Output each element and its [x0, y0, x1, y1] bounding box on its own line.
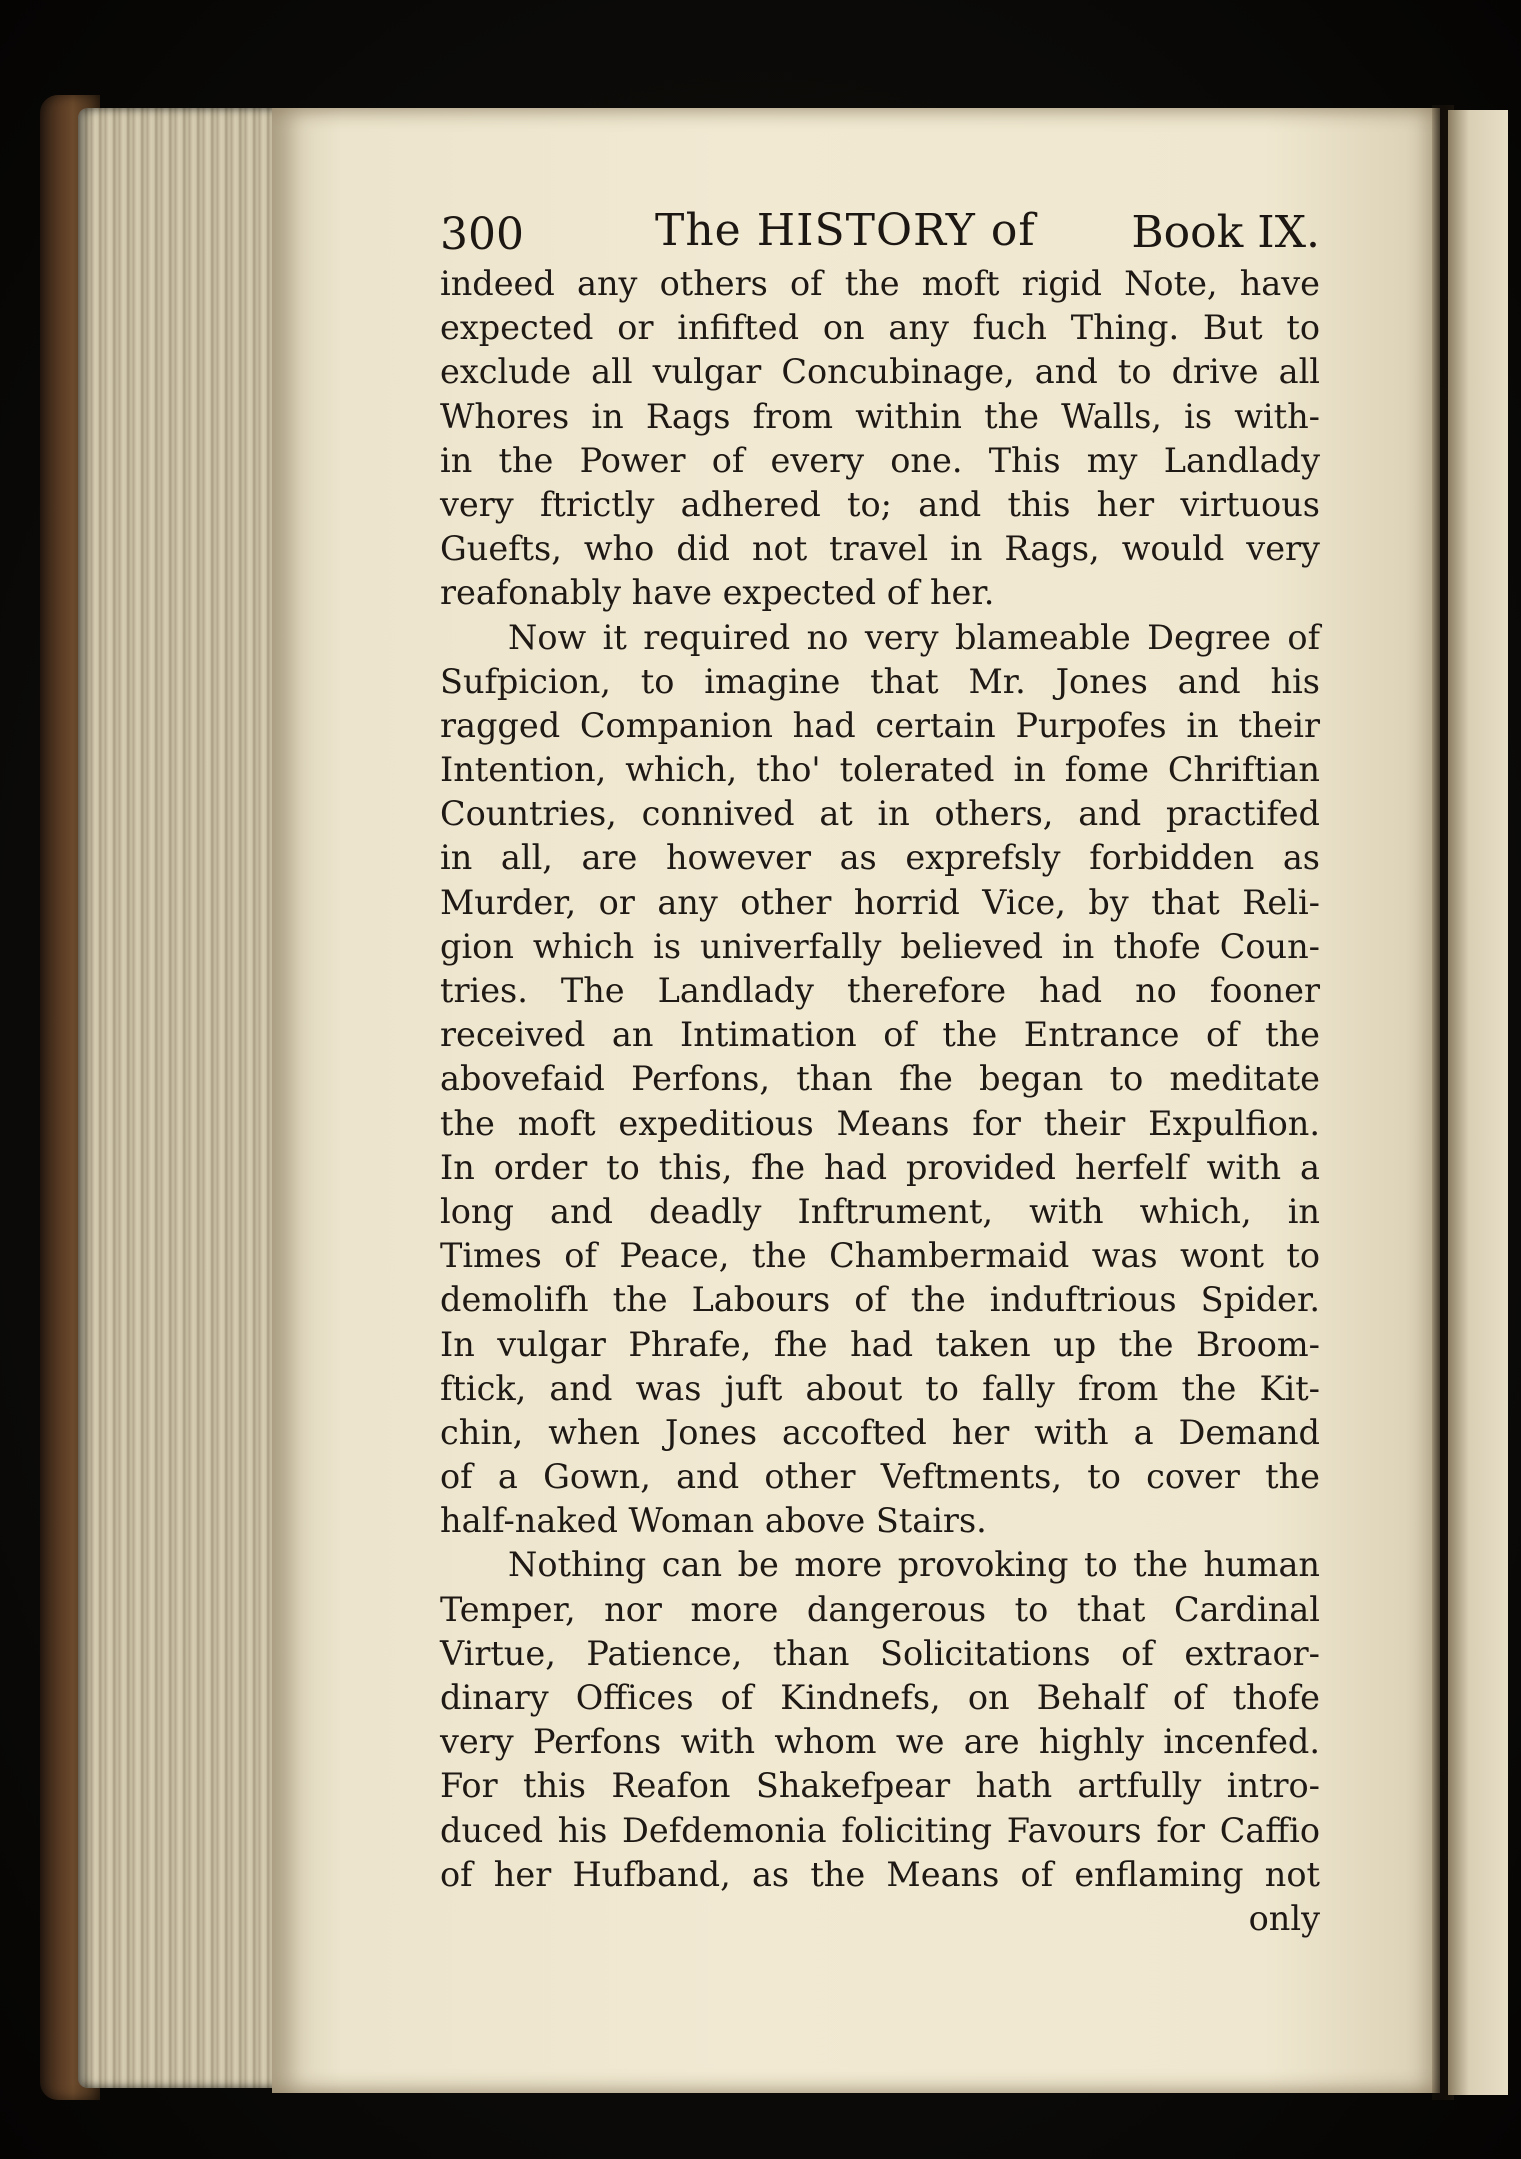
text-line: Intention, which, tho' tolerated in fome Chriftian [440, 750, 1320, 790]
text-line: Times of Peace, the Chambermaid was wont to [440, 1236, 1320, 1276]
text-line: the moft expeditious Means for their Expulfion. [440, 1103, 1320, 1143]
text-line: For this Reafon Shakefpear hath artfully intro- [440, 1766, 1320, 1806]
page-edges [78, 108, 283, 2088]
text-line: demolifh the Labours of the induftrious Spider. [440, 1280, 1320, 1320]
text-line: duced his Defdemonia foliciting Favours for Caffio [440, 1810, 1320, 1850]
text-line: abovefaid Perfons, than fhe began to meditate [440, 1059, 1320, 1099]
text-line: Guefts, who did not travel in Rags, would very [440, 529, 1320, 569]
text-line: Temper, nor more dangerous to that Cardinal [440, 1589, 1320, 1629]
text-line: gion which is univerfally believed in thofe Coun- [440, 926, 1320, 966]
text-line: tries. The Landlady therefore had no fooner [440, 971, 1320, 1010]
text-line: Countries, connived at in others, and practifed [440, 794, 1320, 834]
text-line: of her Hufband, as the Means of enflaming not [440, 1854, 1320, 1894]
text-line: half-naked Woman above Stairs. [440, 1501, 987, 1541]
book-label: Book IX. [1131, 207, 1320, 258]
text-line: of a Gown, and other Veftments, to cover the [440, 1457, 1320, 1497]
text-line: Nothing can be more provoking to the human [508, 1545, 1320, 1585]
text-line: very Perfons with whom we are highly incenfed. [440, 1722, 1320, 1762]
text-line: ftick, and was juft about to fally from the Kit- [440, 1368, 1320, 1408]
running-head [440, 195, 1320, 265]
text-line: In vulgar Phrafe, fhe had taken up the Broom- [440, 1324, 1320, 1364]
text-line: indeed any others of the moft rigid Note, have [440, 264, 1320, 303]
text-line: very ftrictly adhered to; and this her virtuous [440, 484, 1320, 524]
text-line: Now it required no very blameable Degree of [508, 617, 1320, 657]
text-line: received an Intimation of the Entrance of the [440, 1015, 1320, 1055]
text-line: in all, are however as exprefsly forbidden as [440, 838, 1320, 878]
text-line: exclude all vulgar Concubinage, and to drive all [440, 352, 1320, 392]
text-line: Whores in Rags from within the Walls, is with- [440, 396, 1320, 436]
text-line: expected or infifted on any fuch Thing. But to [440, 308, 1320, 348]
text-line: dinary Offices of Kindnefs, on Behalf of thofe [440, 1678, 1320, 1717]
text-line: Murder, or any other horrid Vice, by that Reli- [440, 882, 1320, 922]
text-line: long and deadly Inftrument, with which, in [440, 1191, 1320, 1231]
text-line: chin, when Jones accofted her with a Demand [440, 1412, 1320, 1452]
text-line: Virtue, Patience, than Solicitations of extraor- [440, 1633, 1320, 1673]
running-title: The HISTORY of [655, 205, 1036, 256]
facing-page-edge [1448, 110, 1508, 2095]
catchword: only [1248, 1898, 1320, 1938]
page-number: 300 [440, 209, 524, 260]
text-line: In order to this, fhe had provided herfelf with a [440, 1147, 1320, 1187]
body-text [440, 262, 1320, 1941]
text-line: Sufpicion, to imagine that Mr. Jones and his [440, 661, 1320, 701]
text-line: reafonably have expected of her. [440, 573, 995, 613]
text-line: ragged Companion had certain Purpofes in their [440, 705, 1320, 745]
text-line: in the Power of every one. This my Landlady [440, 440, 1320, 480]
